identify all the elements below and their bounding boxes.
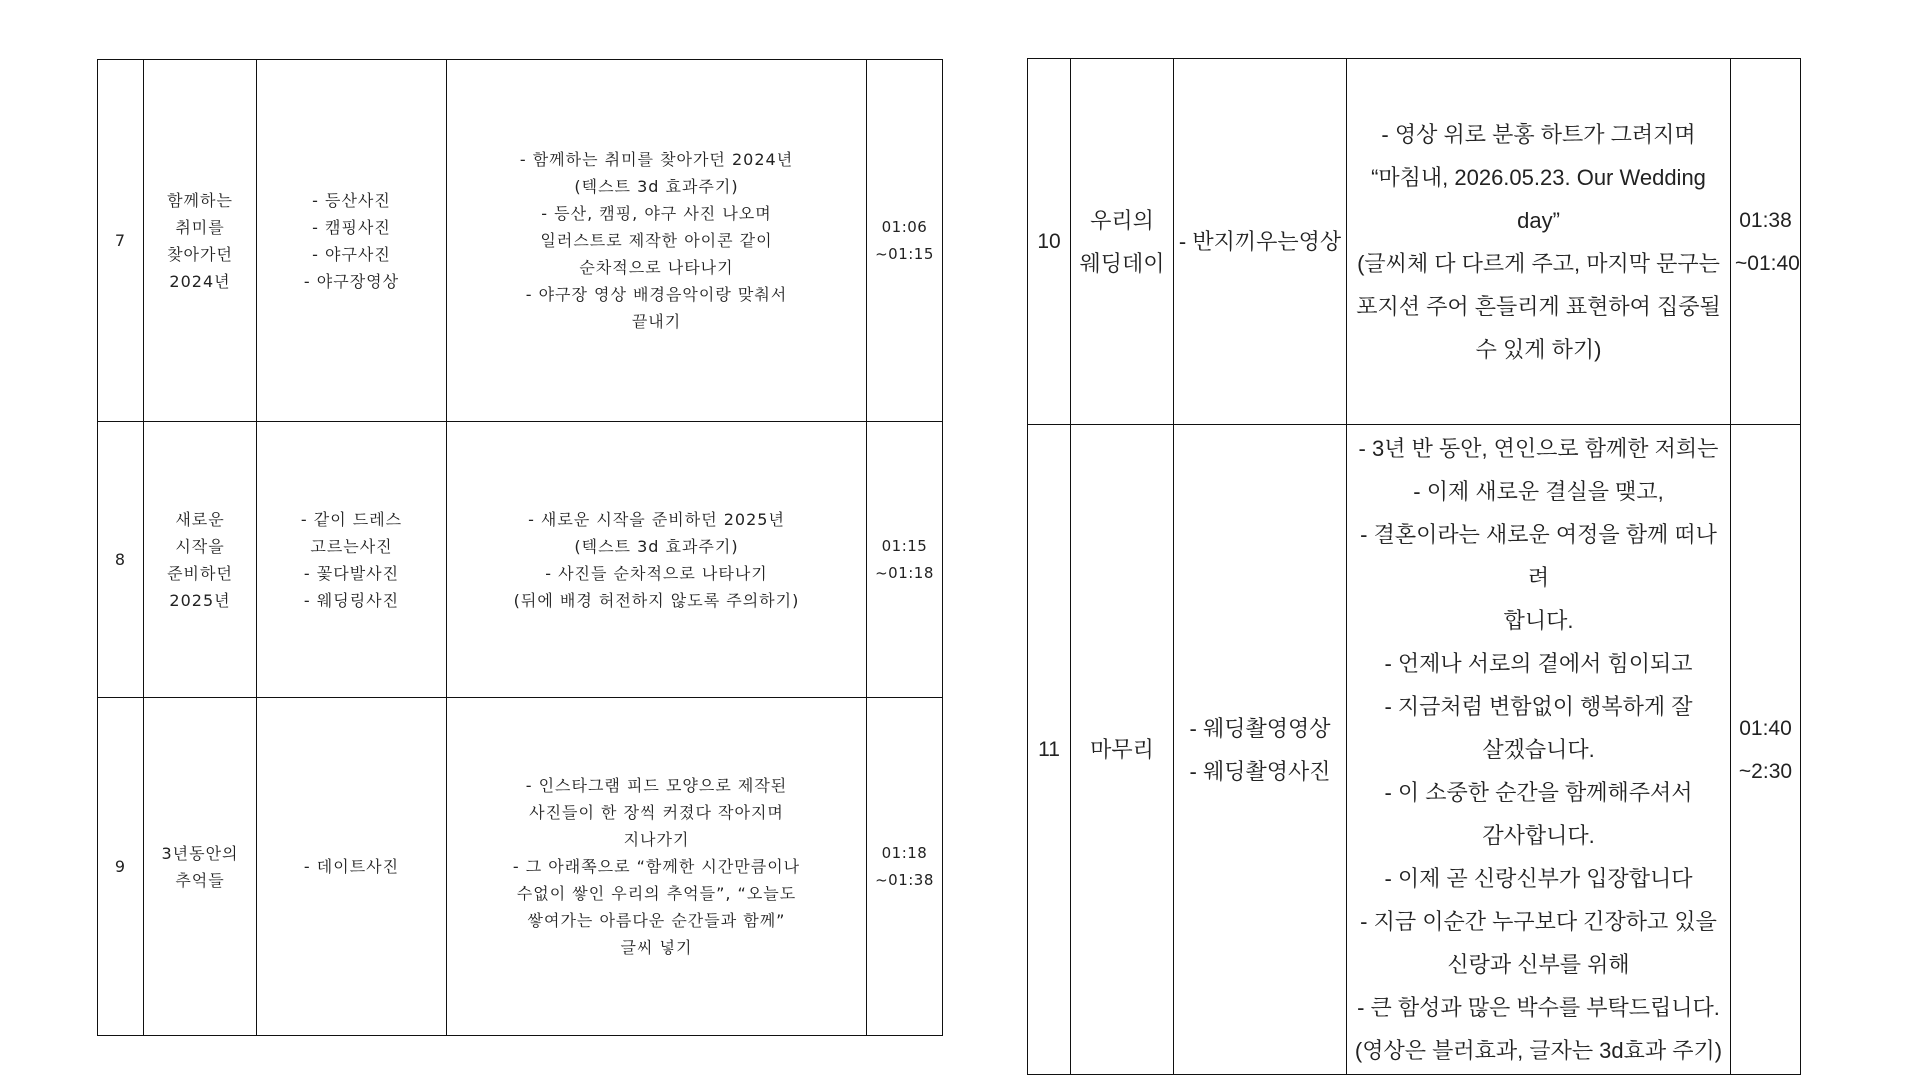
scene-description: - 함께하는 취미를 찾아가던 2024년 (텍스트 3d 효과주기) - 등산, 캠핑, 야구 사진 나오며 일러스트로 제작한 아이콘 같이 순차적으로 나타나기 - 야구장 영상 배경음악이랑 맞춰서 끝내기	[447, 60, 867, 422]
scene-number: 10	[1028, 59, 1071, 425]
scene-description: - 인스타그램 피드 모양으로 제작된 사진들이 한 장씩 커졌다 작아지며 지나가기 - 그 아래쪽으로 “함께한 시간만큼이나 수없이 쌓인 우리의 추억들”, “오늘도 쌓여가는 아름다운 순간들과 함께” 글씨 넣기	[447, 698, 867, 1036]
table-row	[98, 422, 943, 698]
scene-materials: - 등산사진 - 캠핑사진 - 야구사진 - 야구장영상	[257, 60, 447, 422]
scene-number: 11	[1028, 425, 1071, 1075]
table-row	[1028, 59, 1801, 425]
table-row	[98, 698, 943, 1036]
scene-number: 8	[98, 422, 144, 698]
scene-description: - 영상 위로 분홍 하트가 그려지며 “마침내, 2026.05.23. Our Wedding day” (글씨체 다 다르게 주고, 마지막 문구는 포지션 주어 흔들리게 표현하여 집중될 수 있게 하기)	[1347, 59, 1731, 425]
scene-materials: - 웨딩촬영영상 - 웨딩촬영사진	[1174, 425, 1347, 1075]
storyboard-table-left	[97, 59, 943, 1036]
scene-title: 3년동안의 추억들	[144, 698, 257, 1036]
scene-title: 우리의 웨딩데이	[1071, 59, 1174, 425]
scene-materials: - 반지끼우는영상	[1174, 59, 1347, 425]
scene-time: 01:38 ~01:40	[1731, 59, 1801, 425]
scene-number: 9	[98, 698, 144, 1036]
scene-title: 새로운 시작을 준비하던 2025년	[144, 422, 257, 698]
scene-description: - 3년 반 동안, 연인으로 함께한 저희는 - 이제 새로운 결실을 맺고, - 결혼이라는 새로운 여정을 함께 떠나려 합니다. - 언제나 서로의 곁에서 힘이되고 - 지금처럼 변함없이 행복하게 잘 살겠습니다. - 이 소중한 순간을 함께해주셔서 감사합니다. - 이제 곧 신랑신부가 입장합니다 - 지금 이순간 누구보다 긴장하고 있을 신랑과 신부를 위해 - 큰 함성과 많은 박수를 부탁드립니다. (영상은 블러효과, 글자는 3d효과 주기)	[1347, 425, 1731, 1075]
scene-materials: - 같이 드레스 고르는사진 - 꽃다발사진 - 웨딩링사진	[257, 422, 447, 698]
scene-materials: - 데이트사진	[257, 698, 447, 1036]
scene-time: 01:06 ~01:15	[867, 60, 943, 422]
table-row	[1028, 425, 1801, 1075]
scene-time: 01:18 ~01:38	[867, 698, 943, 1036]
scene-time: 01:40 ~2:30	[1731, 425, 1801, 1075]
scene-time: 01:15 ~01:18	[867, 422, 943, 698]
scene-title: 마무리	[1071, 425, 1174, 1075]
storyboard-table-right	[1027, 58, 1801, 1075]
scene-title: 함께하는 취미를 찾아가던 2024년	[144, 60, 257, 422]
table-row	[98, 60, 943, 422]
scene-number: 7	[98, 60, 144, 422]
scene-description: - 새로운 시작을 준비하던 2025년 (텍스트 3d 효과주기) - 사진들 순차적으로 나타나기 (뒤에 배경 허전하지 않도록 주의하기)	[447, 422, 867, 698]
